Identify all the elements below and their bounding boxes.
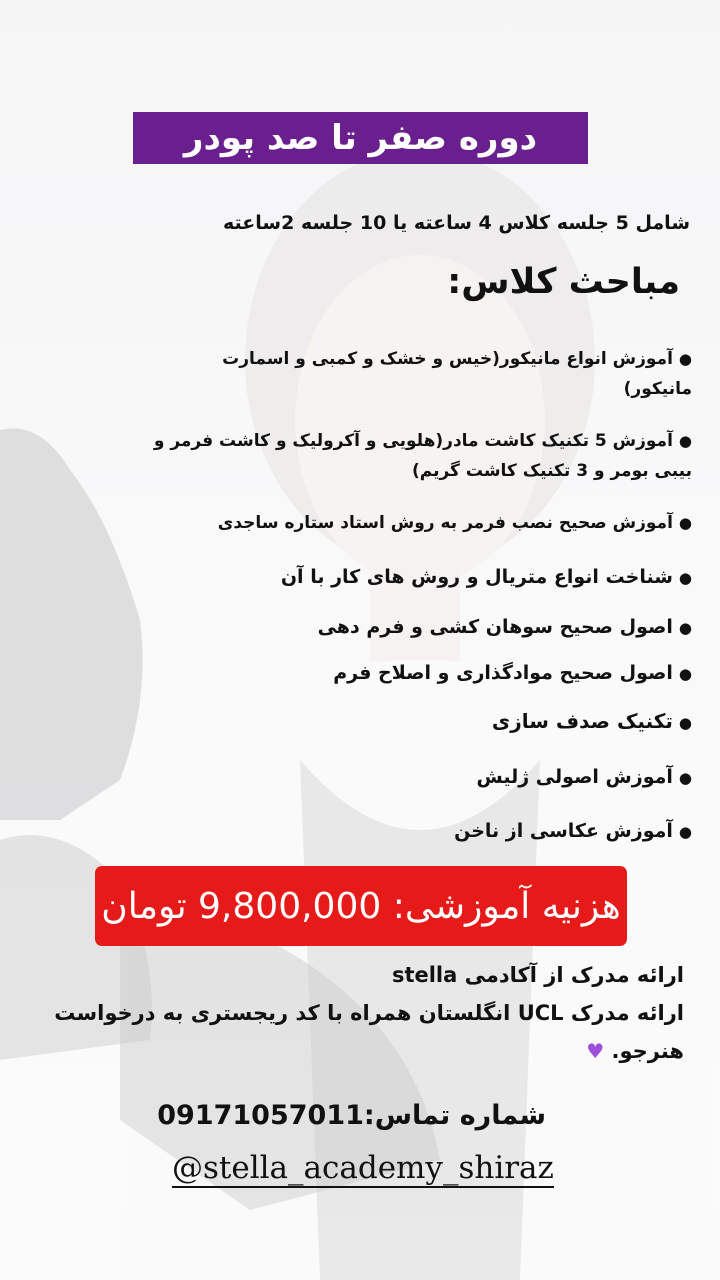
topic-item bbox=[152, 816, 692, 847]
topic-text: آموزش 5 تکنیک کاشت مادر(هلویی و آکرولیک و کاشت فرمر و بیبی بومر و 3 تکنیک کاشت گریم) bbox=[153, 431, 692, 481]
title-banner bbox=[133, 112, 588, 164]
topic-item bbox=[152, 426, 692, 486]
topic-text: تکنیک صدف سازی bbox=[491, 709, 673, 733]
price-box bbox=[95, 866, 627, 946]
certificate-text: ارائه مدرک UCL انگلستان همراه با کد ریجستری به درخواست هنرجو. bbox=[54, 1001, 684, 1063]
phone-number: شماره تماس:09171057011 bbox=[157, 1100, 546, 1131]
topic-text: شناخت انواع متریال و روش های کار با آن bbox=[280, 566, 673, 588]
topic-item bbox=[152, 762, 692, 793]
topic-item bbox=[152, 658, 692, 689]
topic-item bbox=[152, 706, 692, 738]
certificate-line bbox=[24, 994, 684, 1070]
purple-heart-icon: ♥ bbox=[586, 1039, 605, 1063]
topic-text: اصول صحیح سوهان کشی و فرم دهی bbox=[317, 616, 673, 638]
topic-item bbox=[152, 562, 692, 593]
topic-item bbox=[152, 344, 692, 404]
topic-item bbox=[152, 612, 692, 643]
instagram-handle: @stella_academy_shiraz bbox=[172, 1150, 554, 1186]
certificates bbox=[24, 956, 684, 1070]
sessions-info: شامل 5 جلسه کلاس 4 ساعته یا 10 جلسه 2ساعته bbox=[223, 212, 690, 234]
topic-text: آموزش صحیح نصب فرمر به روش استاد ستاره ساجدی bbox=[217, 513, 673, 533]
topic-text: آموزش انواع مانیکور(خیس و خشک و کمبی و اسمارت مانیکور) bbox=[222, 349, 692, 399]
topic-text: آموزش عکاسی از ناخن bbox=[454, 820, 673, 842]
topics-heading: مباحث کلاس: bbox=[447, 262, 680, 302]
price-label: هزنیه آموزشی: 9,800,000 تومان bbox=[101, 885, 621, 927]
topic-text: آموزش اصولی ژلیش bbox=[476, 766, 673, 788]
certificate-line: ارائه مدرک از آکادمی stella bbox=[391, 963, 684, 987]
topic-item bbox=[152, 508, 692, 538]
topic-text: اصول صحیح موادگذاری و اصلاح فرم bbox=[333, 662, 673, 684]
course-title: دوره صفر تا صد پودر bbox=[183, 118, 538, 158]
